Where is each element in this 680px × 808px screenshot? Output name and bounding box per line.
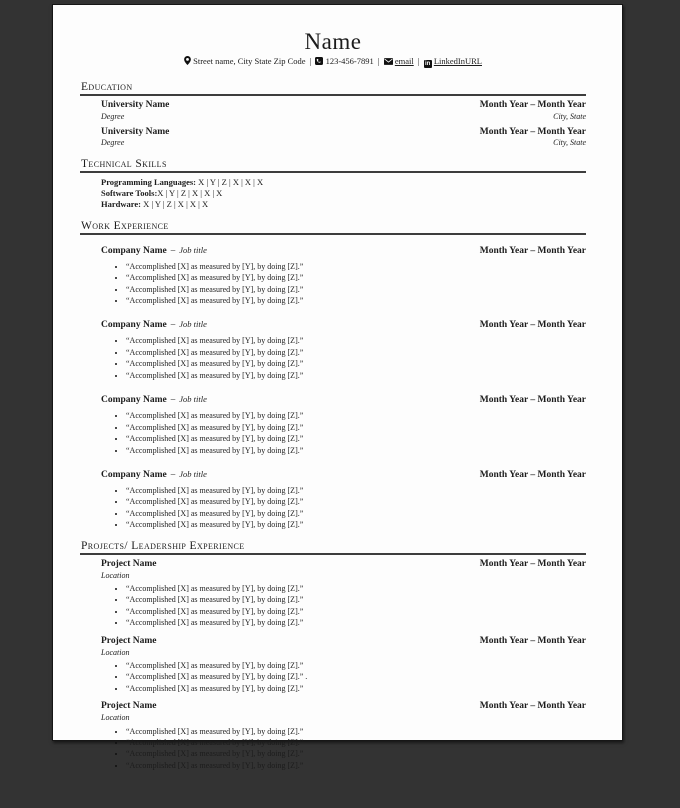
phone-icon xyxy=(315,57,323,65)
linkedin-icon: in xyxy=(425,61,431,68)
bullet-item: • “Accomplished [X] as measured by [Y], by doing [Z].” xyxy=(126,617,586,628)
work-entry xyxy=(101,388,586,456)
work-entry-header xyxy=(101,239,207,259)
project-entry xyxy=(101,701,586,771)
bullet-item: • “Accomplished [X] as measured by [Y], by doing [Z].” xyxy=(126,485,586,496)
section-work-experience xyxy=(80,220,586,531)
work-entry-header xyxy=(101,388,207,408)
envelope-icon xyxy=(384,58,393,65)
job-title: Job title xyxy=(179,468,207,479)
section-title-education: Education xyxy=(80,81,586,96)
job-title: Job title xyxy=(179,319,207,330)
dash: – xyxy=(170,468,176,479)
project-name: Project Name xyxy=(101,701,157,712)
work-dates: Month Year – Month Year xyxy=(479,395,586,406)
bullet-item: • “Accomplished [X] as measured by [Y], by doing [Z].” xyxy=(126,358,586,369)
bullet-item: • “Accomplished [X] as measured by [Y], by doing [Z].” xyxy=(126,272,586,283)
degree: Degree xyxy=(101,138,125,148)
skill-row xyxy=(101,188,586,199)
project-name: Project Name xyxy=(101,558,157,569)
bullet-item: • “Accomplished [X] as measured by [Y], by doing [Z].” xyxy=(126,519,586,530)
project-location: Location xyxy=(101,570,130,580)
project-entry xyxy=(101,559,586,629)
work-entry-header xyxy=(101,463,207,483)
separator: | xyxy=(377,56,380,67)
bullet-item: • “Accomplished [X] as measured by [Y], by doing [Z].” xyxy=(126,737,586,748)
work-dates: Month Year – Month Year xyxy=(479,469,586,480)
separator: | xyxy=(417,56,420,67)
company-name: Company Name xyxy=(101,469,167,480)
degree: Degree xyxy=(101,112,125,122)
email-link[interactable]: email xyxy=(394,56,414,67)
skill-values: X | Y | Z | X | X | X xyxy=(140,199,209,210)
bullet-item: • “Accomplished [X] as measured by [Y], by doing [Z].” xyxy=(126,370,586,381)
bullet-item: • “Accomplished [X] as measured by [Y], by doing [Z].” xyxy=(126,284,586,295)
dash: – xyxy=(170,394,176,405)
skill-label: Software Tools: xyxy=(101,188,158,199)
bullet-item: • “Accomplished [X] as measured by [Y], by doing [Z].” xyxy=(126,347,586,358)
project-dates: Month Year – Month Year xyxy=(479,558,586,569)
work-dates: Month Year – Month Year xyxy=(479,245,586,256)
work-entry xyxy=(101,463,586,531)
skill-values: X | Y | Z | X | X | X xyxy=(157,188,223,199)
dash: – xyxy=(170,319,176,330)
resume-content xyxy=(53,5,622,771)
separator: | xyxy=(309,56,312,67)
location-pin-icon xyxy=(184,56,191,65)
phone-text: 123-456-7891 xyxy=(325,56,374,67)
work-entry xyxy=(101,239,586,307)
university-name: University Name xyxy=(101,100,170,111)
address-text: Street name, City State Zip Code xyxy=(193,56,306,67)
bullet-item: • “Accomplished [X] as measured by [Y], by doing [Z].” xyxy=(126,508,586,519)
work-entry-header xyxy=(101,313,207,333)
bullet-item: • “Accomplished [X] as measured by [Y], by doing [Z].” xyxy=(126,433,586,444)
education-location: City, State xyxy=(553,138,586,148)
section-title-work-experience: Work Experience xyxy=(80,220,586,235)
skill-row xyxy=(101,199,586,210)
job-title: Job title xyxy=(179,394,207,405)
university-name: University Name xyxy=(101,126,170,137)
job-title: Job title xyxy=(179,244,207,255)
project-dates: Month Year – Month Year xyxy=(479,635,586,646)
work-dates: Month Year – Month Year xyxy=(479,320,586,331)
education-dates: Month Year – Month Year xyxy=(479,100,586,111)
bullet-item: • “Accomplished [X] as measured by [Y], by doing [Z].” xyxy=(126,496,586,507)
skill-label: Programming Languages: xyxy=(101,176,196,187)
company-name: Company Name xyxy=(101,320,167,331)
skill-row xyxy=(101,177,586,188)
bullet-item: • “Accomplished [X] as measured by [Y], by doing [Z].” xyxy=(126,726,586,737)
project-dates: Month Year – Month Year xyxy=(479,701,586,712)
dash: – xyxy=(170,244,176,255)
linkedin-link[interactable]: LinkedInURL xyxy=(433,56,482,67)
education-entry xyxy=(101,100,586,122)
bullet-item: • “Accomplished [X] as measured by [Y], by doing [Z].” xyxy=(126,606,586,617)
resume-page xyxy=(52,4,623,770)
bullet-item: • “Accomplished [X] as measured by [Y], by doing [Z].” . xyxy=(126,671,586,682)
skill-values: X | Y | Z | X | X | X xyxy=(196,176,264,187)
bullet-item: • “Accomplished [X] as measured by [Y], by doing [Z].” xyxy=(126,660,586,671)
project-name: Project Name xyxy=(101,635,157,646)
project-entry xyxy=(101,636,586,695)
skill-label: Hardware: xyxy=(101,199,141,210)
section-projects xyxy=(80,540,586,772)
project-location: Location xyxy=(101,647,130,657)
contact-line xyxy=(80,56,586,68)
bullet-item: • “Accomplished [X] as measured by [Y], by doing [Z].” xyxy=(126,594,586,605)
bullet-item: • “Accomplished [X] as measured by [Y], by doing [Z].” xyxy=(126,295,586,306)
bullet-item: • “Accomplished [X] as measured by [Y], by doing [Z].” xyxy=(126,683,586,694)
education-dates: Month Year – Month Year xyxy=(479,126,586,137)
work-entry xyxy=(101,313,586,381)
project-location: Location xyxy=(101,713,130,723)
resume-name: Name xyxy=(304,29,362,54)
section-title-projects: Projects/ Leadership Experience xyxy=(80,540,586,555)
bullet-item: • “Accomplished [X] as measured by [Y], by doing [Z].” xyxy=(126,760,586,771)
company-name: Company Name xyxy=(101,395,167,406)
company-name: Company Name xyxy=(101,245,167,256)
bullet-item: • “Accomplished [X] as measured by [Y], by doing [Z].” xyxy=(126,410,586,421)
education-location: City, State xyxy=(553,112,586,122)
section-technical-skills xyxy=(80,158,586,211)
bullet-item: • “Accomplished [X] as measured by [Y], by doing [Z].” xyxy=(126,422,586,433)
bullet-item: • “Accomplished [X] as measured by [Y], by doing [Z].” xyxy=(126,445,586,456)
section-education xyxy=(80,81,586,149)
bullet-item: • “Accomplished [X] as measured by [Y], by doing [Z].” xyxy=(126,261,586,272)
section-title-technical-skills: Technical Skills xyxy=(80,158,586,173)
bullet-item: • “Accomplished [X] as measured by [Y], by doing [Z].” xyxy=(126,583,586,594)
bullet-item: • “Accomplished [X] as measured by [Y], by doing [Z].” xyxy=(126,748,586,759)
bullet-item: • “Accomplished [X] as measured by [Y], by doing [Z].” xyxy=(126,335,586,346)
education-entry xyxy=(101,127,586,149)
